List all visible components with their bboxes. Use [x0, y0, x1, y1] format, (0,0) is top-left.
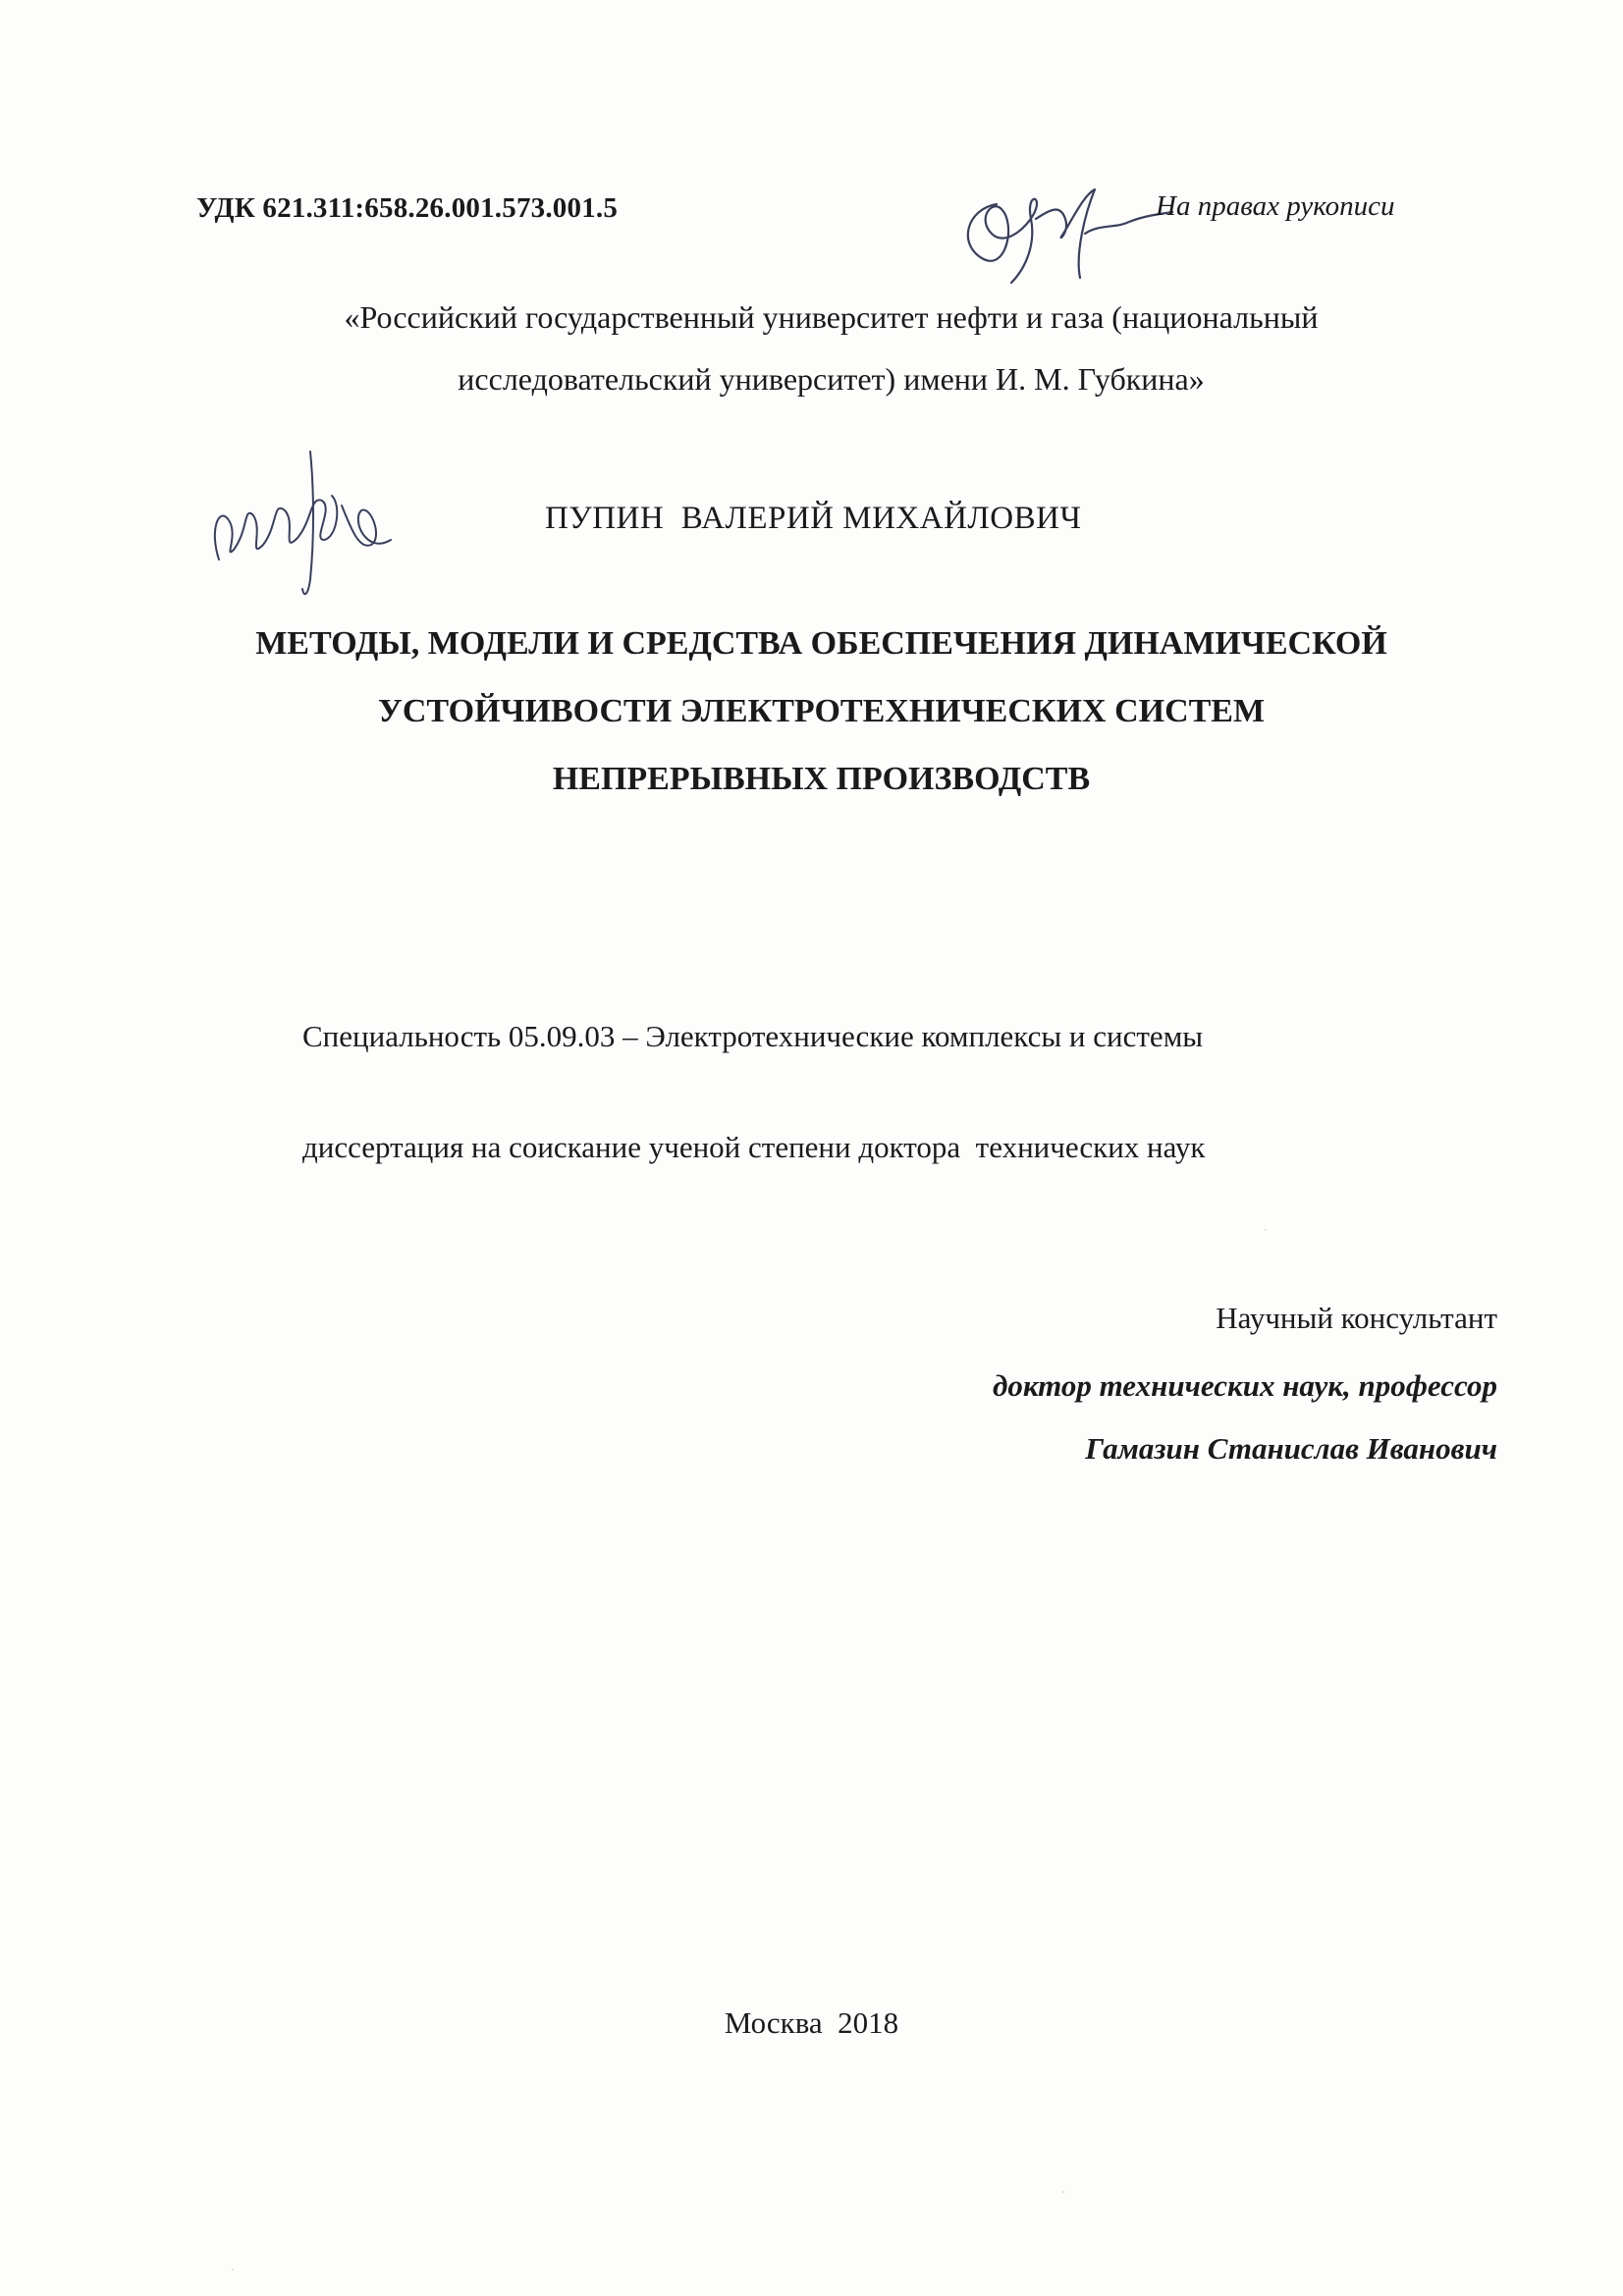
- scan-speck: [1265, 1229, 1267, 1231]
- manuscript-rights-label: На правах рукописи: [1156, 190, 1395, 222]
- udk-code: УДК 621.311:658.26.001.573.001.5: [196, 192, 619, 224]
- consultant-name: Гамазин Станислав Иванович: [1085, 1431, 1497, 1466]
- specialty-line: Специальность 05.09.03 – Электротехнические комплексы и системы: [302, 1019, 1204, 1053]
- signature-top: [938, 165, 1173, 293]
- author-name: ПУПИН ВАЛЕРИЙ МИХАЙЛОВИЧ: [545, 501, 1082, 536]
- institution-line-2: исследовательский университет) имени И. М. Губкина»: [458, 361, 1205, 397]
- thesis-title-line-3: НЕПРЕРЫВНЫХ ПРОИЗВОДСТВ: [552, 761, 1091, 797]
- city-year: Москва 2018: [724, 2005, 899, 2040]
- signature-author: [194, 412, 406, 614]
- scan-speck: [1062, 2191, 1064, 2193]
- scan-speck: [232, 2269, 234, 2270]
- degree-line: диссертация на соискание ученой степени доктора технических наук: [302, 1130, 1206, 1164]
- consultant-degree: доктор технических наук, профессор: [992, 1368, 1497, 1403]
- thesis-title-line-1: МЕТОДЫ, МОДЕЛИ И СРЕДСТВА ОБЕСПЕЧЕНИЯ ДИНАМИЧЕСКОЙ: [255, 625, 1387, 662]
- institution-line-1: «Российский государственный университет нефти и газа (национальный: [344, 299, 1319, 335]
- consultant-label: Научный консультант: [1216, 1301, 1497, 1335]
- thesis-title-line-2: УСТОЙЧИВОСТИ ЭЛЕКТРОТЕХНИЧЕСКИХ СИСТЕМ: [377, 693, 1266, 729]
